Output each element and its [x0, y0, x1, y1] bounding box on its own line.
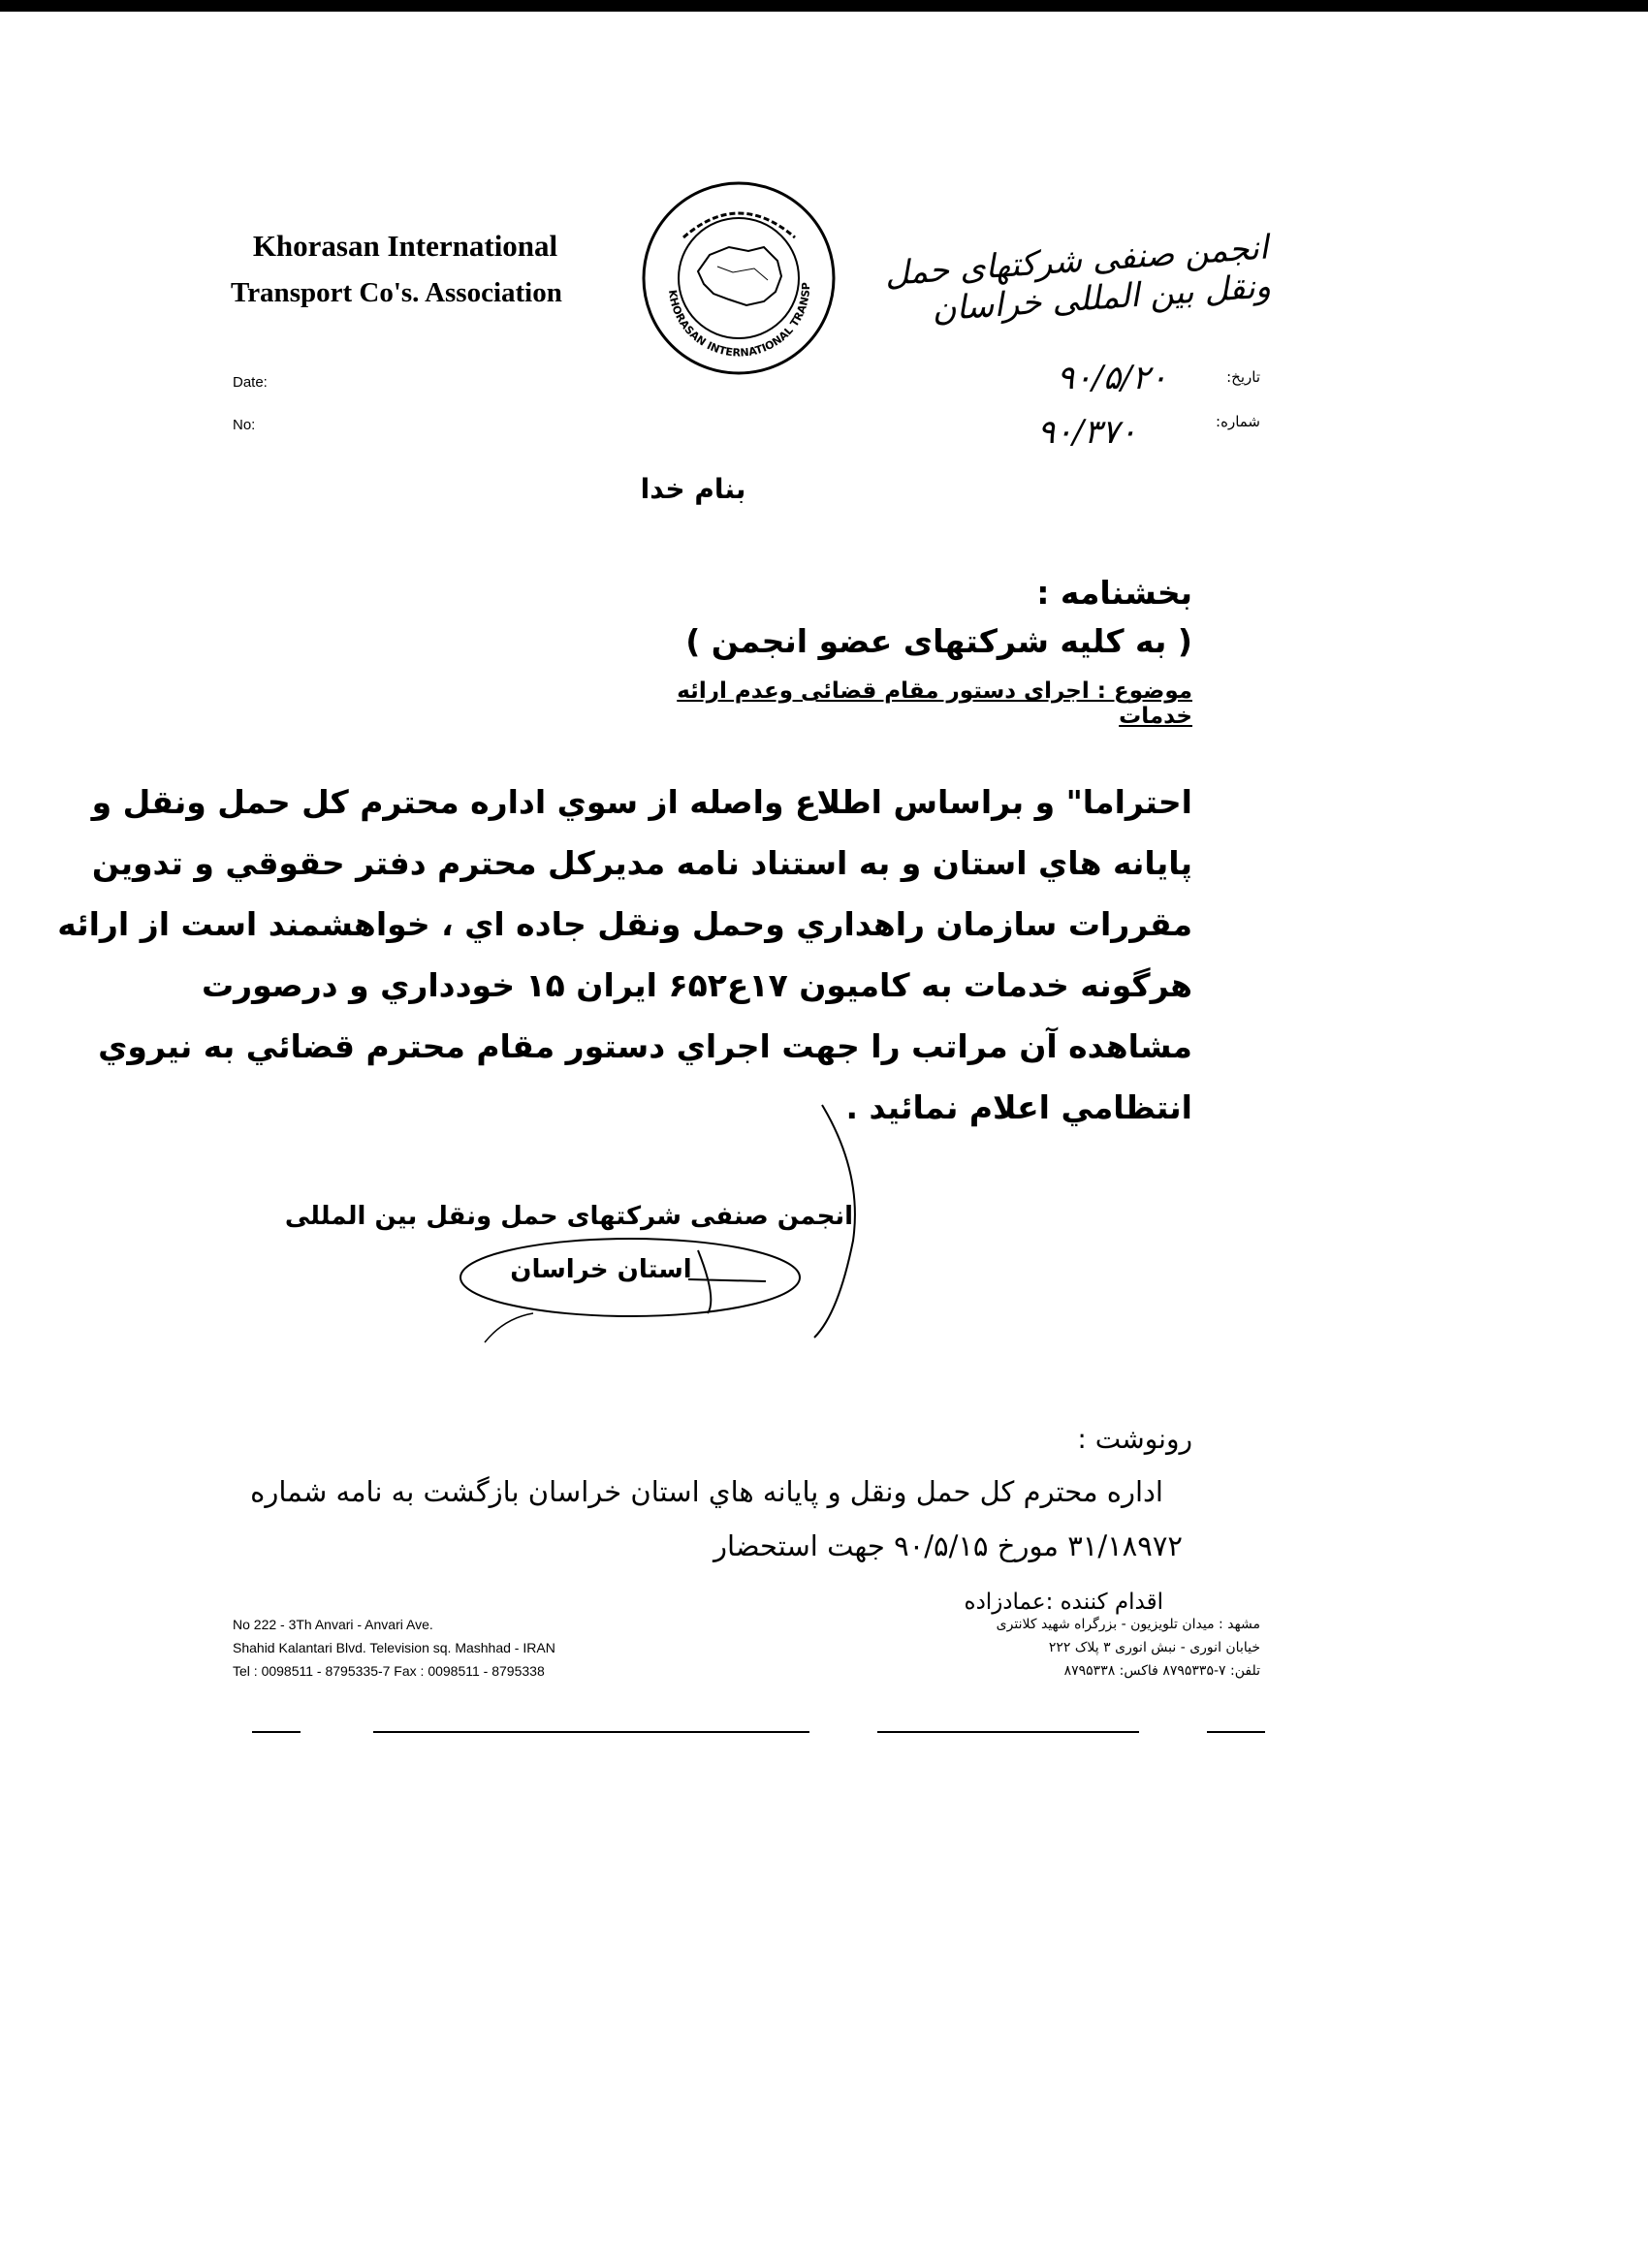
- invocation: بنام خدا: [640, 473, 746, 505]
- body-line-5: مشاهده آن مراتب را جهت اجراي دستور مقام محترم قضائي به نيروي: [98, 1027, 1192, 1065]
- body-line-4: هرگونه خدمات به كاميون ۱۷ع۶۵۲ ايران ۱۵ خودداري و درصورت: [201, 966, 1192, 1004]
- addressee: ( به کلیه شرکتهای عضو انجمن ): [685, 622, 1192, 660]
- date-label-fa: تاریخ:: [1226, 368, 1260, 386]
- date-value: ۹۰/۵/۲۰: [1057, 359, 1168, 397]
- scan-top-border: [0, 0, 1648, 12]
- cc-line-1: اداره محترم کل حمل ونقل و پایانه هاي استان خراسان بازگشت به نامه شماره: [250, 1475, 1163, 1508]
- org-name-en-line2: Transport Co's. Association: [231, 277, 562, 308]
- org-name-en-line1: Khorasan International: [252, 229, 558, 263]
- seal-emblem-icon: [640, 179, 839, 378]
- cc-line-2: ۳۱/۱۸۹۷۲ مورخ ۹۰/۵/۱۵ جهت استحضار: [713, 1529, 1183, 1562]
- subject-line: موضوع : اجرای دستور مقام قضائی وعدم ارائه خدمات: [677, 678, 1192, 729]
- signature-province: استان خراسان: [510, 1255, 692, 1284]
- body-line-2: پايانه هاي استان و به استناد نامه مديركل محترم دفتر حقوقي و تدوين: [91, 844, 1192, 882]
- date-label-en: Date:: [233, 374, 268, 391]
- no-label-fa: شماره:: [1216, 413, 1260, 430]
- no-value: ۹۰/۳۷۰: [1037, 413, 1137, 452]
- org-name-fa: انجمن صنفی شرکتهای حمل ونقل بین المللی خراسان: [883, 228, 1273, 330]
- svg-text:KHORASAN INTERNATIONAL TRANSPO: KHORASAN INTERNATIONAL TRANSP: [666, 282, 813, 360]
- body-line-1: احتراما" و براساس اطلاع واصله از سوي اداره محترم كل حمل ونقل و: [91, 783, 1192, 821]
- action-by: اقدام کننده :عمادزاده: [964, 1590, 1163, 1615]
- footer-contact-fa: تلفن: ۷-۸۷۹۵۳۳۵ فاکس: ۸۷۹۵۳۳۸: [1063, 1663, 1260, 1679]
- signature-org: انجمن صنفی شرکتهای حمل ونقل بین المللی: [284, 1202, 853, 1231]
- footer-rule-right: [877, 1731, 1139, 1733]
- body-line-6: انتظامي اعلام نمائيد .: [845, 1088, 1192, 1126]
- no-label-en: No:: [233, 417, 256, 433]
- footer-address-fa-1: مشهد : میدان تلویزیون - بزرگراه شهید کلانتری: [996, 1617, 1260, 1632]
- footer-address-en-1: No 222 - 3Th Anvari - Anvari Ave.: [233, 1617, 433, 1632]
- footer-address-fa-2: خیابان انوری - نبش انوری ۳ پلاک ۲۲۲: [1048, 1640, 1260, 1655]
- handwritten-signature: [446, 1095, 892, 1357]
- footer-rule-left: [252, 1731, 301, 1733]
- association-seal: [640, 179, 839, 378]
- footer-rule-far-right: [1207, 1731, 1265, 1733]
- footer-rule-center: [373, 1731, 809, 1733]
- cc-label: رونوشت :: [1077, 1423, 1192, 1455]
- footer-contact-en: Tel : 0098511 - 8795335-7 Fax : 0098511 - 8795338: [233, 1663, 545, 1679]
- letter-type: بخشنامه :: [1036, 574, 1192, 612]
- footer-address-en-2: Shahid Kalantari Blvd. Television sq. Mashhad - IRAN: [233, 1640, 555, 1655]
- body-line-3: مقررات سازمان راهداري وحمل ونقل جاده اي ، خواهشمند است از ارائه: [57, 905, 1192, 943]
